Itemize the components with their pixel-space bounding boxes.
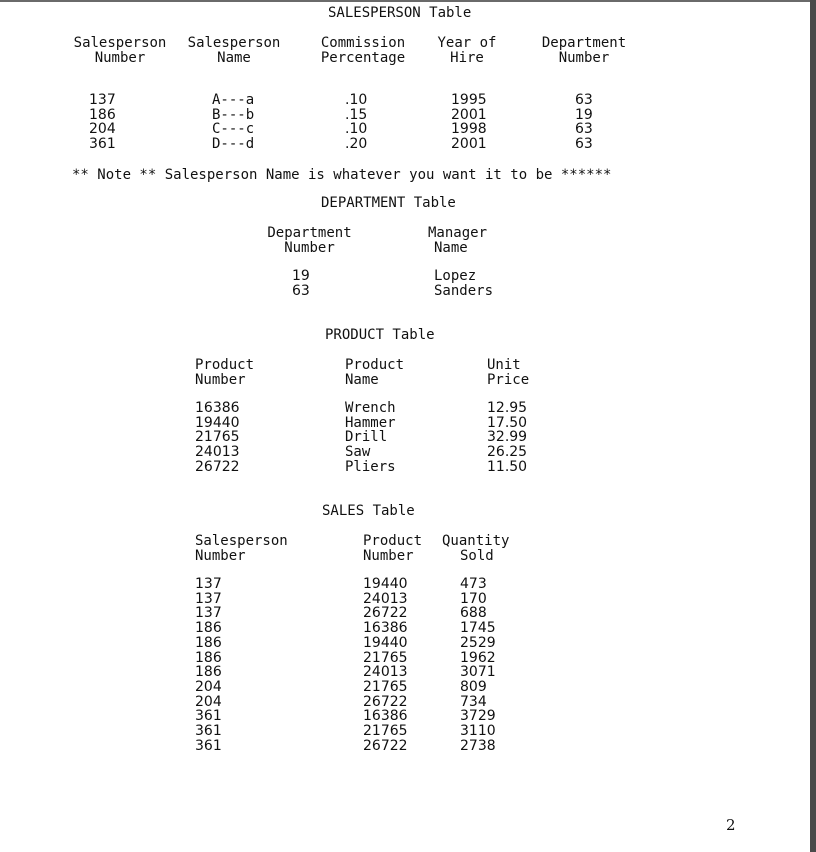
table-cell: 1998: [451, 121, 487, 138]
department-table-title: DEPARTMENT Table: [321, 195, 456, 211]
sales-table-title: SALES Table: [322, 503, 415, 519]
table-cell: 63: [575, 136, 593, 153]
table-cell: 24013: [363, 590, 408, 607]
table-cell: 12.95: [487, 400, 528, 416]
table-cell: C---c: [212, 121, 255, 138]
salesperson-name-column: [212, 93, 254, 152]
sales-quantity-sold-column: [460, 577, 496, 753]
sales-product-number-column: [363, 577, 408, 753]
table-cell: 1995: [451, 92, 487, 108]
table-cell: 1962: [460, 649, 496, 666]
table-cell: 204: [195, 678, 222, 695]
table-cell: 16386: [195, 400, 240, 416]
header-product-number: Product Number: [363, 533, 423, 564]
table-cell: 2529: [460, 634, 496, 651]
table-cell: 11.50: [487, 458, 528, 475]
table-cell: 2738: [460, 737, 496, 754]
header-year-of-hire: Year of Hire: [437, 35, 497, 66]
page-number: 2: [726, 816, 736, 834]
table-cell: 137: [195, 590, 222, 607]
table-cell: A---a: [212, 92, 255, 108]
table-cell: 204: [195, 693, 222, 710]
table-cell: 186: [195, 620, 222, 637]
table-cell: 186: [89, 106, 116, 123]
table-cell: 26722: [363, 605, 408, 622]
table-cell: 473: [460, 576, 487, 592]
header-manager-name: Manager Name: [428, 225, 488, 256]
table-cell: 32.99: [487, 429, 528, 446]
table-cell: 137: [195, 576, 222, 592]
product-table-title: PRODUCT Table: [325, 327, 435, 343]
table-cell: 26722: [363, 737, 408, 754]
table-cell: 17.50: [487, 414, 528, 431]
table-cell: Hammer: [345, 414, 396, 431]
table-cell: 2001: [451, 106, 487, 123]
table-cell: 204: [89, 121, 116, 138]
table-cell: 734: [460, 693, 487, 710]
header-unit-price: Unit Price: [487, 357, 530, 388]
table-cell: 16386: [363, 620, 408, 637]
manager-name-column: [434, 269, 493, 298]
table-cell: 63: [575, 121, 593, 138]
header-salesperson-number: Salesperson Number: [195, 533, 288, 564]
page-top-edge: [0, 0, 816, 2]
department-number-column: [575, 93, 593, 152]
table-cell: 26.25: [487, 444, 528, 461]
table-cell: 19440: [195, 414, 240, 431]
table-cell: 19: [292, 268, 310, 284]
table-cell: 186: [195, 634, 222, 651]
product-name-column: [345, 401, 396, 475]
table-cell: Saw: [345, 444, 371, 461]
table-cell: 26722: [363, 693, 408, 710]
header-salesperson-name: Salesperson Name: [187, 35, 281, 66]
salesperson-name-note: ** Note ** Salesperson Name is whatever you want it to be ******: [72, 167, 612, 183]
table-cell: B---b: [212, 106, 255, 123]
table-cell: 21765: [363, 723, 408, 740]
header-commission-percentage: Commission Percentage: [320, 35, 406, 66]
table-cell: 361: [195, 737, 222, 754]
header-salesperson-number: Salesperson Number: [73, 35, 167, 66]
table-cell: .10: [345, 92, 368, 108]
table-cell: 809: [460, 678, 487, 695]
table-cell: 21765: [195, 429, 240, 446]
page-right-edge: [810, 0, 816, 852]
table-cell: 21765: [363, 678, 408, 695]
table-cell: 19440: [363, 576, 408, 592]
table-cell: 688: [460, 605, 487, 622]
table-cell: D---d: [212, 136, 255, 153]
table-cell: Sanders: [434, 282, 494, 299]
table-cell: 3071: [460, 664, 496, 681]
department-number-column: [292, 269, 310, 298]
table-cell: 3729: [460, 708, 496, 725]
table-cell: 186: [195, 664, 222, 681]
table-cell: 3110: [460, 723, 496, 740]
table-cell: 24013: [195, 444, 240, 461]
table-cell: 186: [195, 649, 222, 666]
table-cell: .20: [345, 136, 368, 153]
header-quantity-sold: Quantity Sold: [442, 533, 510, 564]
table-cell: 19: [575, 106, 593, 123]
table-cell: 361: [195, 708, 222, 725]
header-department-number: Department Number: [541, 35, 627, 66]
table-cell: 16386: [363, 708, 408, 725]
header-product-name: Product Name: [345, 357, 405, 388]
table-cell: 1745: [460, 620, 496, 637]
unit-price-column: [487, 401, 527, 475]
table-cell: 137: [89, 92, 116, 108]
table-cell: 2001: [451, 136, 487, 153]
sales-salesperson-number-column: [195, 577, 222, 753]
product-number-column: [195, 401, 240, 475]
table-cell: 361: [89, 136, 116, 153]
table-cell: Drill: [345, 429, 388, 446]
table-cell: 361: [195, 723, 222, 740]
commission-percentage-column: [345, 93, 367, 152]
table-cell: Pliers: [345, 458, 396, 475]
table-cell: 63: [575, 92, 593, 108]
table-cell: .15: [345, 106, 368, 123]
table-cell: 26722: [195, 458, 240, 475]
table-cell: 19440: [363, 634, 408, 651]
table-cell: 63: [292, 282, 310, 299]
table-cell: 137: [195, 605, 222, 622]
table-cell: 24013: [363, 664, 408, 681]
table-cell: Wrench: [345, 400, 396, 416]
salesperson-number-column: [89, 93, 116, 152]
table-cell: .10: [345, 121, 368, 138]
table-cell: Lopez: [434, 268, 477, 284]
salesperson-table-title: SALESPERSON Table: [328, 5, 472, 21]
header-product-number: Product Number: [195, 357, 255, 388]
table-cell: 21765: [363, 649, 408, 666]
year-of-hire-column: [451, 93, 487, 152]
header-department-number: Department Number: [267, 225, 352, 256]
table-cell: 170: [460, 590, 487, 607]
